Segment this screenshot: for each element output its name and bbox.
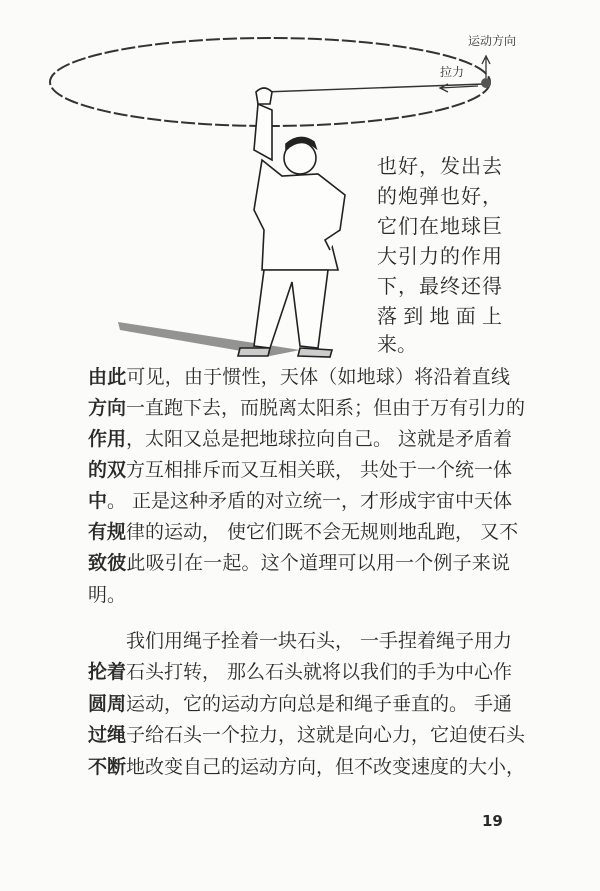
text-line: 明。	[88, 584, 127, 606]
man-swinging-stone-illustration	[0, 0, 600, 360]
text-line: 中。 正是这种矛盾的对立统一，才形成宇宙中天体	[88, 490, 513, 512]
side-line: 落到地面上	[377, 304, 502, 328]
text-line: 的双方互相排斥而又互相关联， 共处于一个统一体	[88, 459, 513, 481]
page-number: 19	[482, 812, 503, 830]
text-line: 致彼此吸引在一起。这个道理可以用一个例子来说	[88, 552, 510, 574]
text-line: 由此可见，由于惯性，天体（如地球）将沿着直线	[88, 366, 510, 388]
text-line: 过绳子给石头一个拉力，这就是向心力，它迫使石头	[88, 724, 526, 746]
label-motion-direction: 运动方向	[468, 34, 517, 48]
side-line: 下，最终还得	[377, 274, 502, 298]
side-line: 它们在地球巨	[377, 214, 502, 238]
text-line: 抡着石头打转， 那么石头就将以我们的手为中心作	[88, 661, 513, 683]
motion-direction-arrow-icon	[482, 56, 490, 78]
text-line: 不断地改变自己的运动方向，但不改变速度的大小，	[88, 756, 526, 778]
text-line: 方向一直跑下去，而脱离太阳系；但由于万有引力的	[88, 397, 526, 419]
man-figure	[238, 88, 345, 357]
side-line: 也好，发出去	[377, 154, 502, 178]
side-line: 的炮弹也好，	[377, 184, 502, 208]
stone	[481, 78, 491, 88]
label-pull-force: 拉力	[440, 65, 465, 79]
text-line: 我们用绳子拴着一块石头， 一手捏着绳子用力	[88, 630, 513, 652]
text-line: 有规律的运动， 使它们既不会无规则地乱跑， 又不	[88, 521, 519, 543]
text-line: 圆周运动，它的运动方向总是和绳子垂直的。 手通	[88, 693, 513, 715]
side-line: 大引力的作用	[377, 244, 502, 268]
side-line: 来。	[377, 332, 417, 356]
text-line: 作用，太阳又总是把地球拉向自己。 这就是矛盾着	[88, 428, 513, 450]
